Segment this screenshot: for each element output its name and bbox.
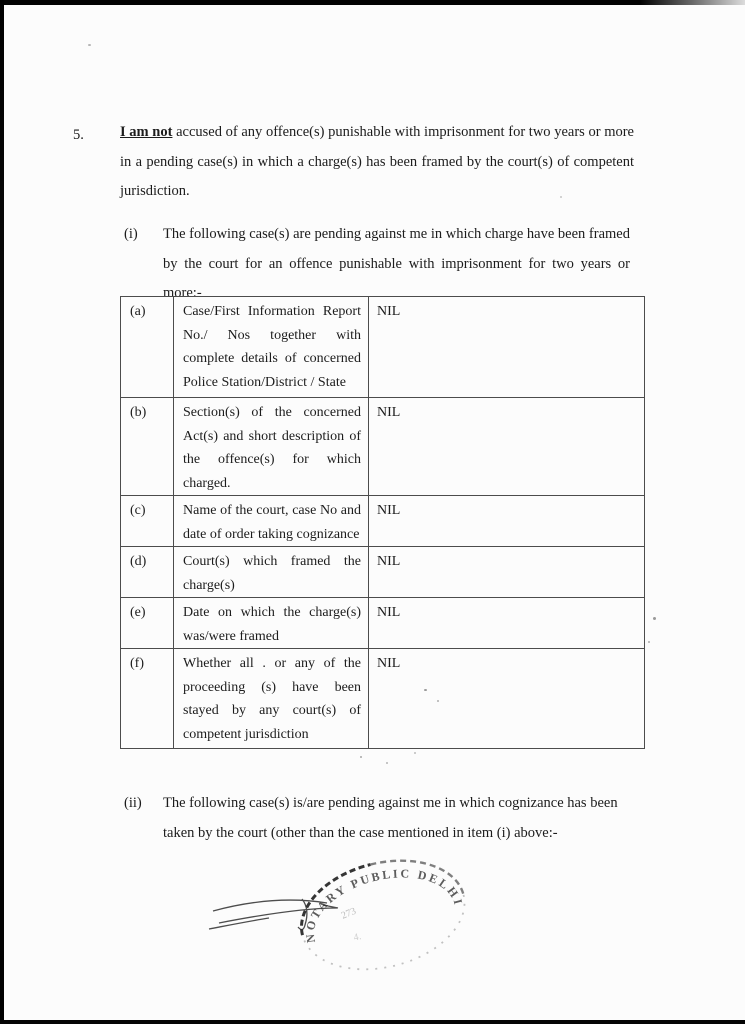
row-description: Whether all . or any of the proceeding (s) have been stayed by any court(s) of competent jurisdiction <box>174 649 369 749</box>
item5-body-text: accused of any offence(s) punishable with imprisonment for two years or more in a pending case(s) in which a charge(s) has been framed by the court(s) of competent jurisdiction. <box>120 124 634 199</box>
noise-speck <box>560 196 562 198</box>
noise-speck <box>424 689 427 691</box>
noise-speck <box>414 752 416 754</box>
stamp-arc-text: NOTARY PUBLIC DELHI <box>302 866 466 944</box>
table-row <box>121 547 645 598</box>
table-row <box>121 496 645 547</box>
sub-item-i-label: (i) <box>124 226 138 242</box>
scan-edge-left <box>0 0 4 1024</box>
row-key: (f) <box>121 649 174 749</box>
row-description: Court(s) which framed the charge(s) <box>174 547 369 598</box>
row-value: NIL <box>369 398 645 496</box>
sub-item-ii <box>124 789 630 848</box>
noise-speck <box>386 762 388 764</box>
sub-item-i-text: The following case(s) are pending against me in which charge have been framed by the court for an offence punishable with imprisonment for two years or more:- <box>163 226 630 301</box>
row-value: NIL <box>369 297 645 398</box>
row-key: (b) <box>121 398 174 496</box>
item5-emphasis: I am not <box>120 124 173 140</box>
noise-speck <box>437 700 439 702</box>
row-value: NIL <box>369 547 645 598</box>
row-value: NIL <box>369 649 645 749</box>
table-row <box>121 398 645 496</box>
noise-speck <box>648 641 650 643</box>
table-row <box>121 649 645 749</box>
notary-stamp <box>205 845 505 1010</box>
row-description: Date on which the charge(s) was/were framed <box>174 598 369 649</box>
row-description: Case/First Information Report No./ Nos together with complete details of concerned Police Station/District / State <box>174 297 369 398</box>
table-row <box>121 598 645 649</box>
row-key: (c) <box>121 496 174 547</box>
row-value: NIL <box>369 496 645 547</box>
item-number: 5. <box>73 127 84 143</box>
scan-edge-bottom <box>0 1020 745 1024</box>
item5-paragraph <box>120 118 634 207</box>
stamp-inner-mark: 4. <box>352 931 363 944</box>
sub-item-ii-text: The following case(s) is/are pending against me in which cognizance has been taken by the court (other than the case mentioned in item (i) above:- <box>163 795 618 841</box>
row-description: Name of the court, case No and date of order taking cognizance <box>174 496 369 547</box>
stamp-inner-mark: 273 <box>339 905 358 922</box>
noise-speck <box>360 756 362 758</box>
sub-item-ii-label: (ii) <box>124 795 142 811</box>
row-key: (e) <box>121 598 174 649</box>
row-key: (a) <box>121 297 174 398</box>
table-row <box>121 297 645 398</box>
row-description: Section(s) of the concerned Act(s) and short description of the offence(s) for which charged. <box>174 398 369 496</box>
scan-edge-top <box>0 0 745 5</box>
noise-speck <box>88 44 91 46</box>
row-key: (d) <box>121 547 174 598</box>
noise-speck <box>653 617 656 620</box>
row-value: NIL <box>369 598 645 649</box>
cases-table <box>120 296 645 749</box>
